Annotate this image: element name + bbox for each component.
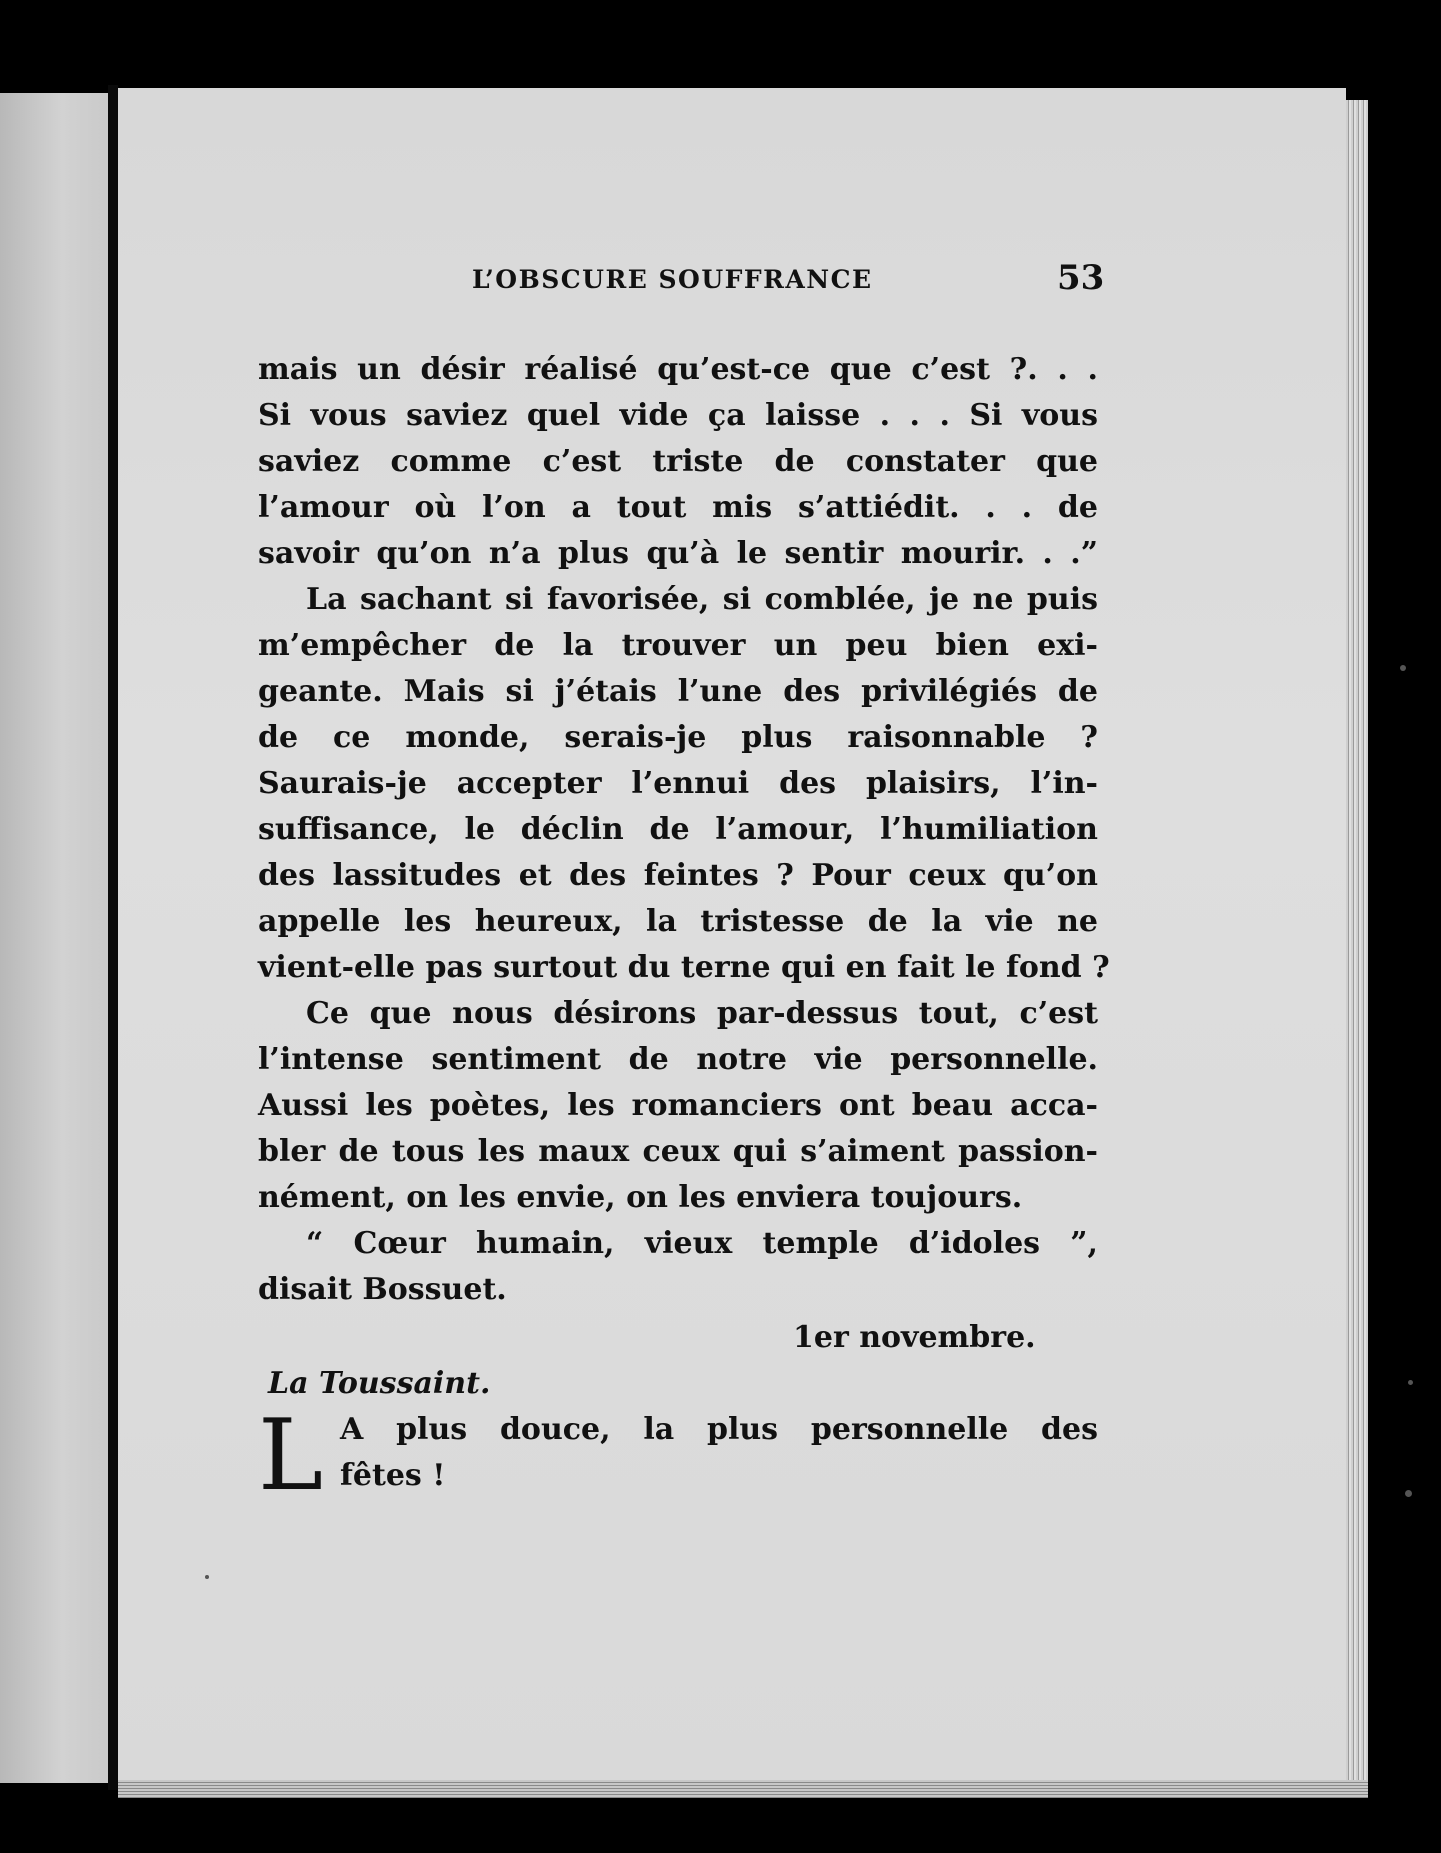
text-line: savoir qu’on n’a plus qu’à le sentir mourir. . .” — [258, 536, 1098, 571]
text-line: m’empêcher de la trouver un peu bien exi- — [258, 628, 1098, 663]
page-bottom-edge — [118, 1780, 1368, 1798]
scan-speck — [205, 1575, 209, 1579]
text-line: nément, on les envie, on les enviera toujours. — [258, 1180, 1023, 1215]
drop-cap: L — [258, 1399, 324, 1513]
text-line: fêtes ! — [340, 1458, 446, 1493]
page-fore-edge — [1346, 100, 1368, 1795]
text-line: l’intense sentiment de notre vie personnelle. — [258, 1042, 1098, 1077]
text-line: saviez comme c’est triste de constater que — [258, 444, 1098, 479]
text-line: de ce monde, serais-je plus raisonnable ? — [258, 720, 1098, 755]
text-line: Aussi les poètes, les romanciers ont beau acca- — [258, 1088, 1098, 1123]
text-line: l’amour où l’on a tout mis s’attiédit. . . de — [258, 490, 1098, 525]
facing-page-edge — [0, 93, 112, 1783]
text-line: “ Cœur humain, vieux temple d’idoles ”, — [306, 1226, 1098, 1261]
running-head: L’OBSCURE SOUFFRANCE — [472, 265, 873, 294]
text-line: Ce que nous désirons par-dessus tout, c’est — [306, 996, 1098, 1031]
text-line: geante. Mais si j’étais l’une des privilégiés de — [258, 674, 1098, 709]
text-line: des lassitudes et des feintes ? Pour ceux qu’on — [258, 858, 1098, 893]
scan-speck — [1400, 665, 1406, 671]
text-line: mais un désir réalisé qu’est-ce que c’est ?. . . — [258, 352, 1098, 387]
scan-speck — [1408, 1380, 1413, 1385]
page-number: 53 — [1057, 258, 1105, 298]
text-line: La sachant si favorisée, si comblée, je ne puis — [306, 582, 1098, 617]
section-title: La Toussaint. — [268, 1366, 491, 1401]
text-line: A plus douce, la plus personnelle des — [340, 1412, 1098, 1447]
text-line: Saurais-je accepter l’ennui des plaisirs, l’in- — [258, 766, 1098, 801]
date-line: 1er novembre. — [793, 1320, 1036, 1355]
text-line: appelle les heureux, la tristesse de la vie ne — [258, 904, 1098, 939]
text-line: disait Bossuet. — [258, 1272, 507, 1307]
book-spine — [108, 85, 118, 1790]
scan-speck — [1405, 1490, 1412, 1497]
text-line: suffisance, le déclin de l’amour, l’humiliation — [258, 812, 1098, 847]
text-line: bler de tous les maux ceux qui s’aiment passion- — [258, 1134, 1098, 1169]
text-line: vient-elle pas surtout du terne qui en fait le fond ? — [258, 950, 1110, 985]
text-line: Si vous saviez quel vide ça laisse . . . Si vous — [258, 398, 1098, 433]
